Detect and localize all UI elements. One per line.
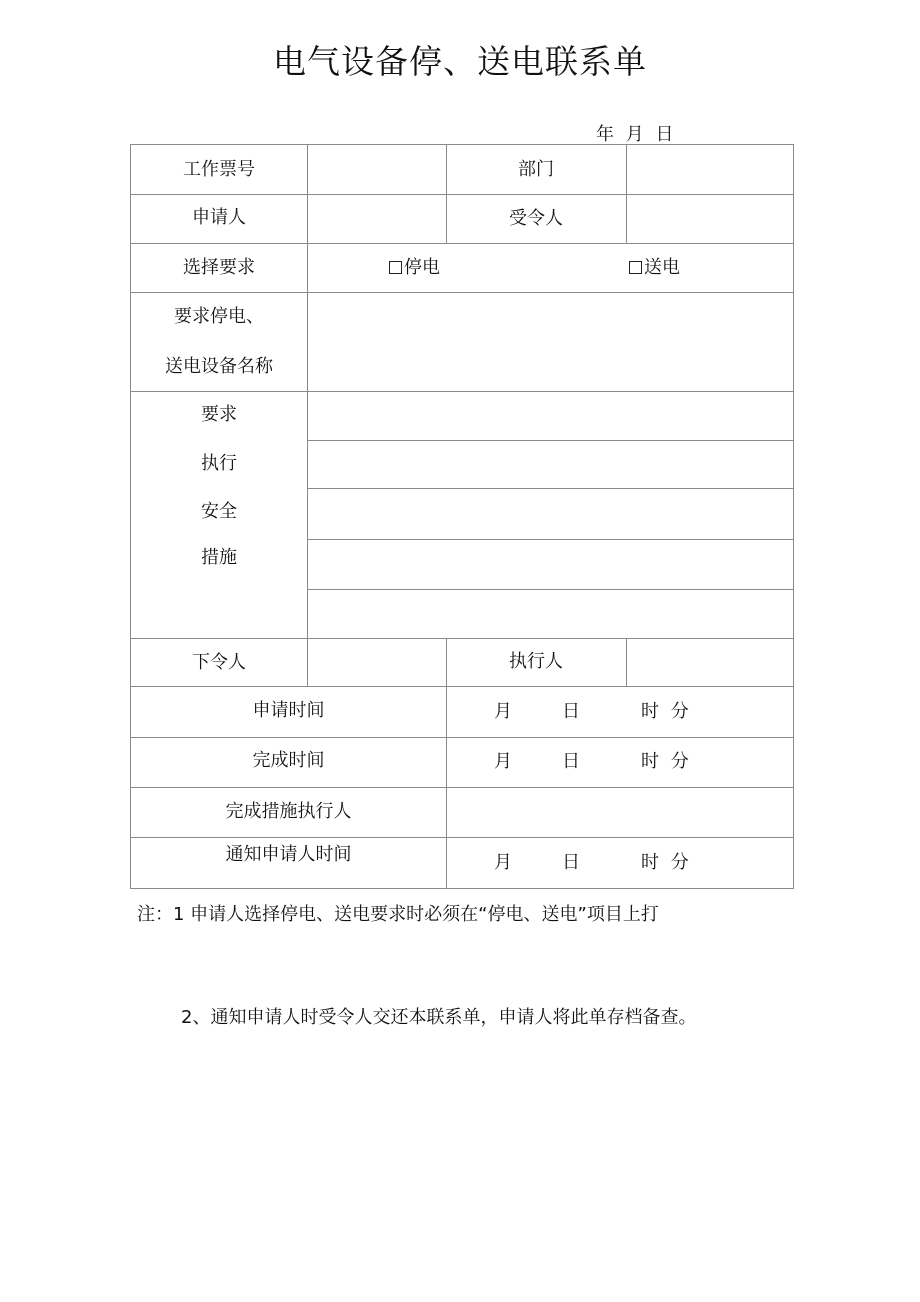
equipment-name-label-line2: 送电设备名称 <box>165 356 273 377</box>
power-on-checkbox[interactable] <box>629 261 642 274</box>
safety-measure-line-2[interactable] <box>308 441 793 488</box>
finish-time-label: 完成时间 <box>252 750 325 771</box>
equipment-name-label-line1: 要求停电、 <box>174 306 264 327</box>
apply-time-day: 日 <box>562 701 580 722</box>
note-1: 注：1 申请人选择停电、送电要求时必须在“停电、送电”项目上打 <box>137 904 659 925</box>
finish-time-day: 日 <box>562 751 580 772</box>
page-title: 电气设备停、送电联系单 <box>273 42 647 81</box>
apply-time-month: 月 <box>494 701 512 722</box>
notify-time-hour-minute: 时 分 <box>641 852 689 873</box>
safety-measure-line-1[interactable] <box>308 392 793 440</box>
executor-label: 执行人 <box>509 651 563 672</box>
safety-measures-label-4: 措施 <box>201 547 237 568</box>
department-label: 部门 <box>518 159 554 180</box>
notify-time-month: 月 <box>494 852 512 873</box>
order-receiver-field[interactable] <box>627 195 793 243</box>
order-receiver-label: 受令人 <box>509 208 563 229</box>
safety-measures-label-1: 要求 <box>201 404 237 425</box>
notify-time-day: 日 <box>562 852 580 873</box>
safety-measures-label-2: 执行 <box>201 453 237 474</box>
executor-field[interactable] <box>627 639 793 686</box>
power-off-option[interactable] <box>389 253 440 279</box>
safety-measures-label-3: 安全 <box>201 501 237 522</box>
power-off-label: 停电 <box>404 257 440 278</box>
finish-time-hour-minute: 时 分 <box>641 751 689 772</box>
notify-time-label: 通知申请人时间 <box>225 844 352 865</box>
order-issuer-field[interactable] <box>308 639 446 686</box>
applicant-field[interactable] <box>308 195 446 243</box>
measure-executor-label: 完成措施执行人 <box>225 801 352 822</box>
measure-executor-field[interactable] <box>447 788 793 837</box>
apply-time-hour-minute: 时 分 <box>641 701 689 722</box>
power-on-label: 送电 <box>644 257 680 278</box>
work-ticket-label: 工作票号 <box>183 159 255 180</box>
safety-measure-line-3[interactable] <box>308 489 793 539</box>
apply-time-label: 申请时间 <box>252 700 325 721</box>
finish-time-month: 月 <box>494 751 512 772</box>
safety-measure-line-5[interactable] <box>308 590 793 638</box>
applicant-label: 申请人 <box>192 207 246 228</box>
equipment-name-field[interactable] <box>308 293 793 391</box>
work-ticket-field[interactable] <box>308 145 446 194</box>
note-2: 2、通知申请人时受令人交还本联系单，申请人将此单存档备查。 <box>181 1007 697 1028</box>
safety-measure-line-4[interactable] <box>308 540 793 589</box>
date-label: 年 月 日 <box>596 124 674 145</box>
department-field[interactable] <box>627 145 793 194</box>
contact-form-table <box>130 144 794 889</box>
choice-requirement-label: 选择要求 <box>183 257 255 278</box>
power-off-checkbox[interactable] <box>389 261 402 274</box>
power-on-option[interactable] <box>629 253 680 279</box>
order-issuer-label: 下令人 <box>192 652 246 673</box>
